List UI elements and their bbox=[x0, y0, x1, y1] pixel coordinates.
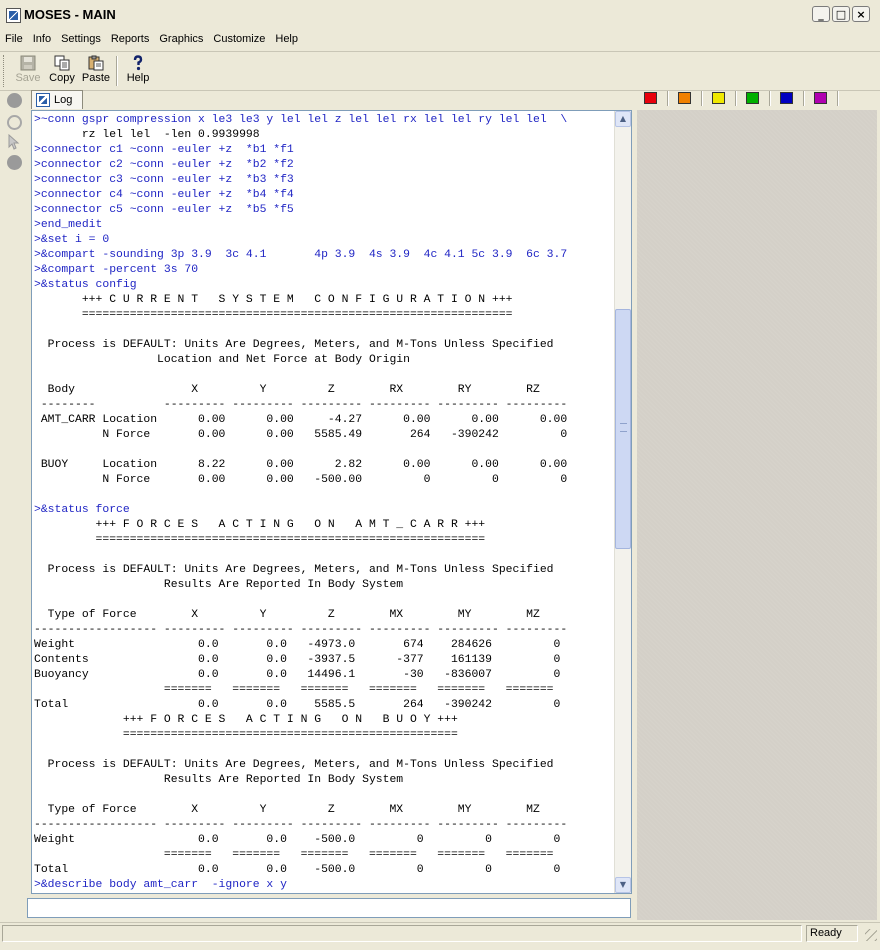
minimize-button[interactable]: _ bbox=[812, 6, 830, 22]
menu-settings[interactable]: Settings bbox=[61, 33, 101, 45]
log-text-area[interactable] bbox=[34, 113, 613, 893]
save-button[interactable] bbox=[11, 54, 45, 88]
copy-button[interactable] bbox=[45, 54, 79, 88]
refresh-icon[interactable] bbox=[7, 115, 22, 130]
record-icon[interactable] bbox=[7, 93, 22, 108]
help-label: Help bbox=[126, 72, 150, 84]
title-bar[interactable] bbox=[0, 0, 880, 31]
log-output-line: Location and Net Force at Body Origin bbox=[34, 354, 410, 366]
color-red-swatch[interactable] bbox=[644, 92, 657, 104]
color-separator bbox=[735, 91, 737, 106]
log-output-line: +++ F O R C E S A C T I N G O N A M T _ C A R R +++ bbox=[34, 519, 486, 531]
log-output-line: Contents 0.0 0.0 -3937.5 -377 161139 0 bbox=[34, 654, 561, 666]
log-panel[interactable] bbox=[31, 110, 632, 894]
log-output-line: Results Are Reported In Body System bbox=[34, 579, 404, 591]
menu-help[interactable]: Help bbox=[275, 33, 298, 45]
log-output-line: Results Are Reported In Body System bbox=[34, 774, 404, 786]
close-button[interactable]: × bbox=[852, 6, 870, 22]
color-separator bbox=[769, 91, 771, 106]
menu-graphics[interactable]: Graphics bbox=[159, 33, 204, 45]
log-output-line: +++ F O R C E S A C T I N G O N B U O Y +++ bbox=[34, 714, 458, 726]
pointer-icon[interactable] bbox=[8, 134, 20, 150]
resize-grip-icon[interactable] bbox=[865, 929, 877, 941]
log-output-line: -------- --------- --------- --------- --------- --------- --------- bbox=[34, 399, 568, 411]
log-output-line: Weight 0.0 0.0 -500.0 0 0 0 bbox=[34, 834, 561, 846]
log-output-line: ------------------ --------- --------- --------- --------- --------- --------- bbox=[34, 819, 568, 831]
status-bar bbox=[0, 922, 880, 945]
log-output-line: N Force 0.00 0.00 5585.49 264 -390242 0 bbox=[34, 429, 568, 441]
log-output-line: ------------------ --------- --------- --------- --------- --------- --------- bbox=[34, 624, 568, 636]
log-output-line bbox=[34, 323, 613, 338]
log-output-line: Process is DEFAULT: Units Are Degrees, Meters, and M-Tons Unless Specified bbox=[34, 339, 554, 351]
log-command-line: >connector c4 ~conn -euler +z *b4 *f4 bbox=[34, 189, 294, 201]
log-command-line: >connector c3 ~conn -euler +z *b3 *f3 bbox=[34, 174, 294, 186]
log-output-line: Total 0.0 0.0 -500.0 0 0 0 bbox=[34, 864, 561, 876]
color-blue-swatch[interactable] bbox=[780, 92, 793, 104]
color-yellow-swatch[interactable] bbox=[712, 92, 725, 104]
left-tool-strip bbox=[0, 90, 28, 920]
status-ready: Ready bbox=[806, 925, 858, 942]
tab-log[interactable] bbox=[31, 90, 83, 109]
toolbar-grip[interactable] bbox=[3, 55, 7, 87]
paste-button[interactable] bbox=[79, 54, 113, 88]
log-output-line bbox=[34, 443, 613, 458]
log-output-line: Weight 0.0 0.0 -4973.0 674 284626 0 bbox=[34, 639, 561, 651]
log-command-line: >~conn gspr compression x le3 le3 y lel lel z lel lel rx lel lel ry lel lel \ bbox=[34, 114, 568, 126]
log-output-line: ======= ======= ======= ======= ======= ======= bbox=[34, 849, 554, 861]
log-output-line: rz lel lel -len 0.9939998 bbox=[34, 129, 260, 141]
status-message bbox=[2, 925, 802, 942]
log-command-line: >connector c2 ~conn -euler +z *b2 *f2 bbox=[34, 159, 294, 171]
log-output-line: Process is DEFAULT: Units Are Degrees, Meters, and M-Tons Unless Specified bbox=[34, 759, 554, 771]
log-output-line: Total 0.0 0.0 5585.5 264 -390242 0 bbox=[34, 699, 561, 711]
log-command-line: >&compart -percent 3s 70 bbox=[34, 264, 199, 276]
log-output-line: ======= ======= ======= ======= ======= ======= bbox=[34, 684, 554, 696]
log-command-line: >connector c5 ~conn -euler +z *b5 *f5 bbox=[34, 204, 294, 216]
log-output-line bbox=[34, 788, 613, 803]
record-stop-icon[interactable] bbox=[7, 155, 22, 170]
log-command-line: >connector c1 ~conn -euler +z *b1 *f1 bbox=[34, 144, 294, 156]
log-output-line bbox=[34, 488, 613, 503]
color-separator bbox=[837, 91, 839, 106]
toolbar-separator bbox=[116, 56, 118, 86]
menu-file[interactable]: File bbox=[5, 33, 23, 45]
log-output-line bbox=[34, 368, 613, 383]
log-output-line: AMT_CARR Location 0.00 0.00 -4.27 0.00 0.00 0.00 bbox=[34, 414, 568, 426]
paste-icon bbox=[88, 55, 104, 71]
log-output-line: =============================================================== bbox=[34, 309, 513, 321]
scroll-thumb[interactable] bbox=[615, 309, 631, 549]
log-command-line: >&set i = 0 bbox=[34, 234, 110, 246]
question-mark-icon bbox=[130, 55, 146, 71]
paste-label: Paste bbox=[81, 72, 111, 84]
color-orange-swatch[interactable] bbox=[678, 92, 691, 104]
log-output-line: ================================================= bbox=[34, 729, 458, 741]
app-icon[interactable] bbox=[6, 8, 21, 23]
menu-reports[interactable]: Reports bbox=[110, 33, 150, 45]
copy-label: Copy bbox=[49, 72, 75, 84]
log-command-line: >&status force bbox=[34, 504, 130, 516]
copy-icon bbox=[54, 55, 70, 71]
log-output-line: Body X Y Z RX RY RZ bbox=[34, 384, 540, 396]
scroll-down-button[interactable]: ▼ bbox=[615, 877, 631, 893]
save-label: Save bbox=[15, 72, 41, 84]
graphics-panel[interactable] bbox=[637, 110, 877, 920]
log-output-line: Process is DEFAULT: Units Are Degrees, Meters, and M-Tons Unless Specified bbox=[34, 564, 554, 576]
window-title: MOSES - MAIN bbox=[24, 7, 116, 22]
scroll-up-button[interactable]: ▲ bbox=[615, 111, 631, 127]
color-separator bbox=[803, 91, 805, 106]
log-output-line: ========================================================= bbox=[34, 534, 486, 546]
log-output-line bbox=[34, 548, 613, 563]
log-output-line: N Force 0.00 0.00 -500.00 0 0 0 bbox=[34, 474, 568, 486]
log-icon bbox=[36, 93, 50, 107]
log-command-line: >&describe body amt_carr -ignore x y bbox=[34, 879, 287, 891]
color-toolbar bbox=[636, 89, 880, 108]
log-command-line: >&compart -sounding 3p 3.9 3c 4.1 4p 3.9 4s 3.9 4c 4.1 5c 3.9 6c 3.7 bbox=[34, 249, 568, 261]
log-output-line: Type of Force X Y Z MX MY MZ bbox=[34, 804, 540, 816]
color-green-swatch[interactable] bbox=[746, 92, 759, 104]
log-scrollbar[interactable] bbox=[614, 111, 631, 893]
help-button[interactable] bbox=[121, 54, 155, 88]
toolbar bbox=[0, 51, 880, 91]
color-separator bbox=[701, 91, 703, 106]
menu-bar bbox=[0, 31, 880, 49]
window-controls bbox=[812, 6, 870, 22]
log-output-line: Buoyancy 0.0 0.0 14496.1 -30 -836007 0 bbox=[34, 669, 561, 681]
tab-log-label: Log bbox=[54, 94, 73, 106]
log-output-line: BUOY Location 8.22 0.00 2.82 0.00 0.00 0.00 bbox=[34, 459, 568, 471]
log-output-line: +++ C U R R E N T S Y S T E M C O N F I G U R A T I O N +++ bbox=[34, 294, 513, 306]
color-separator bbox=[667, 91, 669, 106]
menu-info[interactable]: Info bbox=[32, 33, 52, 45]
log-output-line bbox=[34, 743, 613, 758]
menu-customize[interactable]: Customize bbox=[213, 33, 266, 45]
log-output-line bbox=[34, 593, 613, 608]
log-output-line: Type of Force X Y Z MX MY MZ bbox=[34, 609, 540, 621]
floppy-disk-icon bbox=[20, 55, 36, 71]
log-command-line: >&status config bbox=[34, 279, 137, 291]
maximize-button[interactable]: □ bbox=[832, 6, 850, 22]
color-purple-swatch[interactable] bbox=[814, 92, 827, 104]
command-input[interactable] bbox=[27, 898, 631, 918]
log-command-line: >end_medit bbox=[34, 219, 103, 231]
